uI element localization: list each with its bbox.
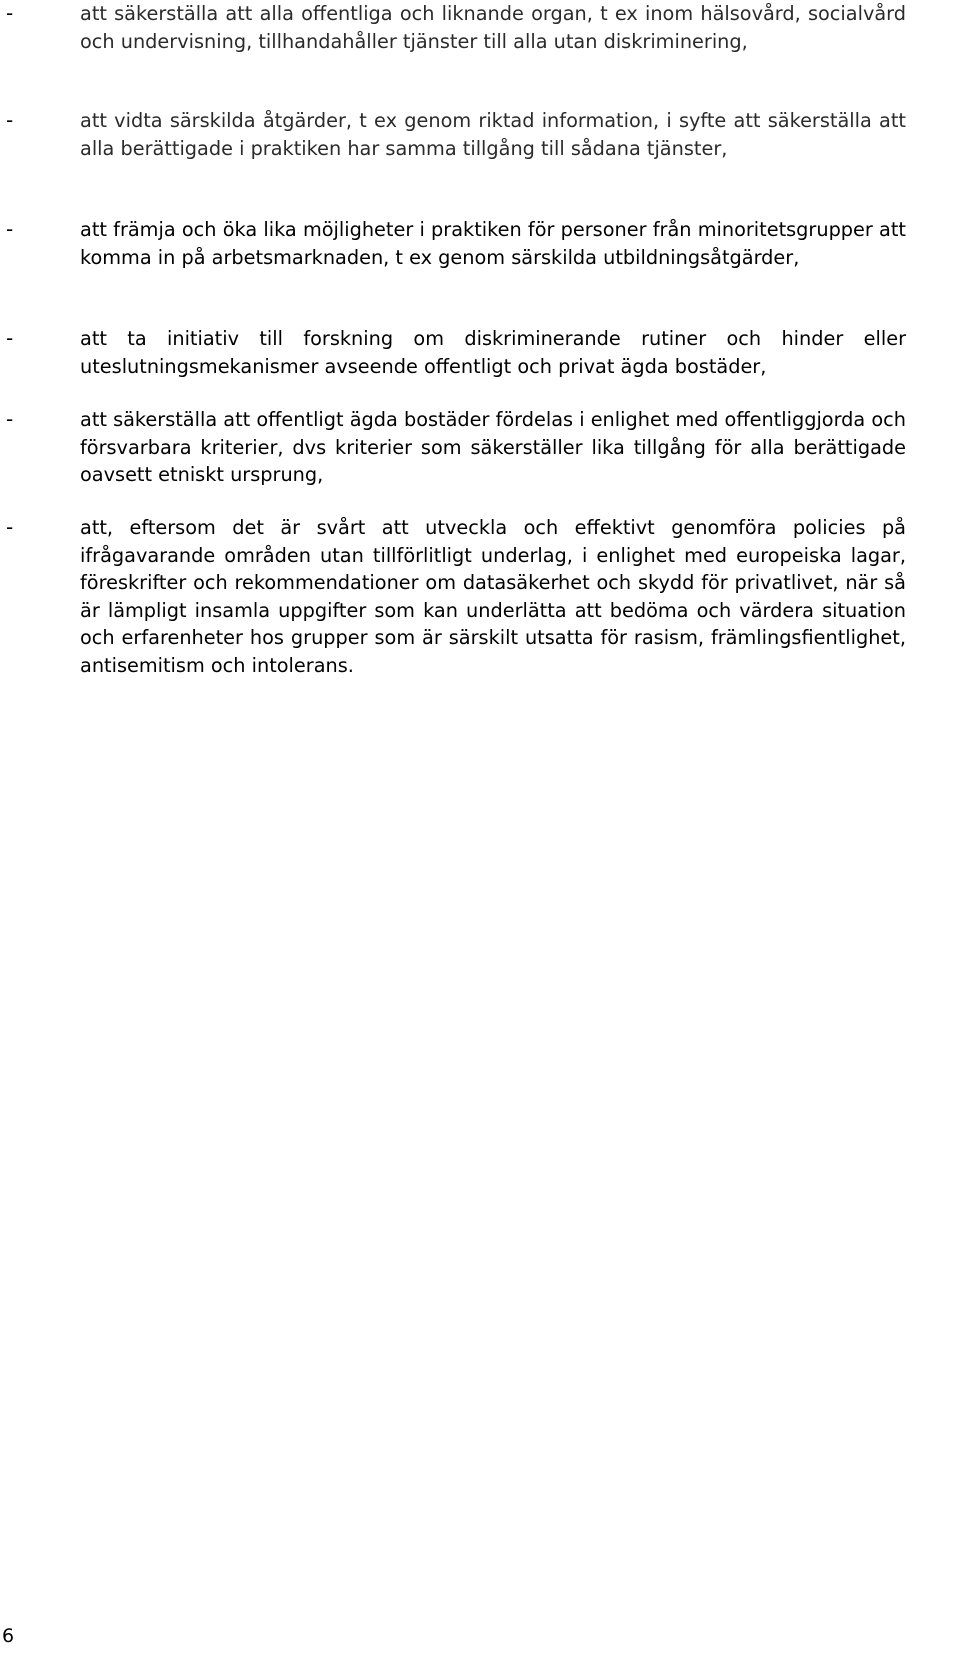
list-item-text: att främja och öka lika möjligheter i praktiken för personer från minoritetsgrupper att komma in på arbetsmarknaden, t ex genom särskilda utbildningsåtgärder, <box>80 218 906 269</box>
list-item-text: att, eftersom det är svårt att utveckla och effektivt genomföra policies på ifrågavarande områden utan tillförlitligt underlag, i enlighet med europeiska lagar, föreskrifter och rekommendationer om datasäkerhet och skydd för privatlivet, när så är lämpligt insamla uppgifter som kan underlätta att bedöma och värdera situation och erfarenheter hos grupper som är särskilt utsatta för rasism, främlingsfientlighet, antisemitism och intolerans. <box>80 516 906 677</box>
bullet-dash: - <box>6 326 14 350</box>
list-item-text: att ta initiativ till forskning om diskriminerande rutiner och hinder eller uteslutningsmekanismer avseende offentligt och privat ägda bostäder, <box>80 327 906 378</box>
list-item-text: att vidta särskilda åtgärder, t ex genom riktad information, i syfte att säkerställa att alla berättigade i praktiken har samma tillgång till sådana tjänster, <box>80 109 906 160</box>
bullet-dash: - <box>6 407 14 431</box>
bullet-dash: - <box>6 1 14 25</box>
bullet-dash: - <box>6 217 14 241</box>
bullet-dash: - <box>6 108 14 132</box>
list-item-text: att säkerställa att alla offentliga och liknande organ, t ex inom hälsovård, socialvård och undervisning, tillhandahåller tjänster till alla utan diskriminering, <box>80 2 906 53</box>
page-number: 6 <box>2 1625 15 1647</box>
bullet-dash: - <box>6 515 14 539</box>
list-item-text: att säkerställa att offentligt ägda bostäder fördelas i enlighet med offentliggjorda och försvarbara kriterier, dvs kriterier som säkerställer lika tillgång för alla berättigade oavsett etniskt ursprung, <box>80 408 906 486</box>
